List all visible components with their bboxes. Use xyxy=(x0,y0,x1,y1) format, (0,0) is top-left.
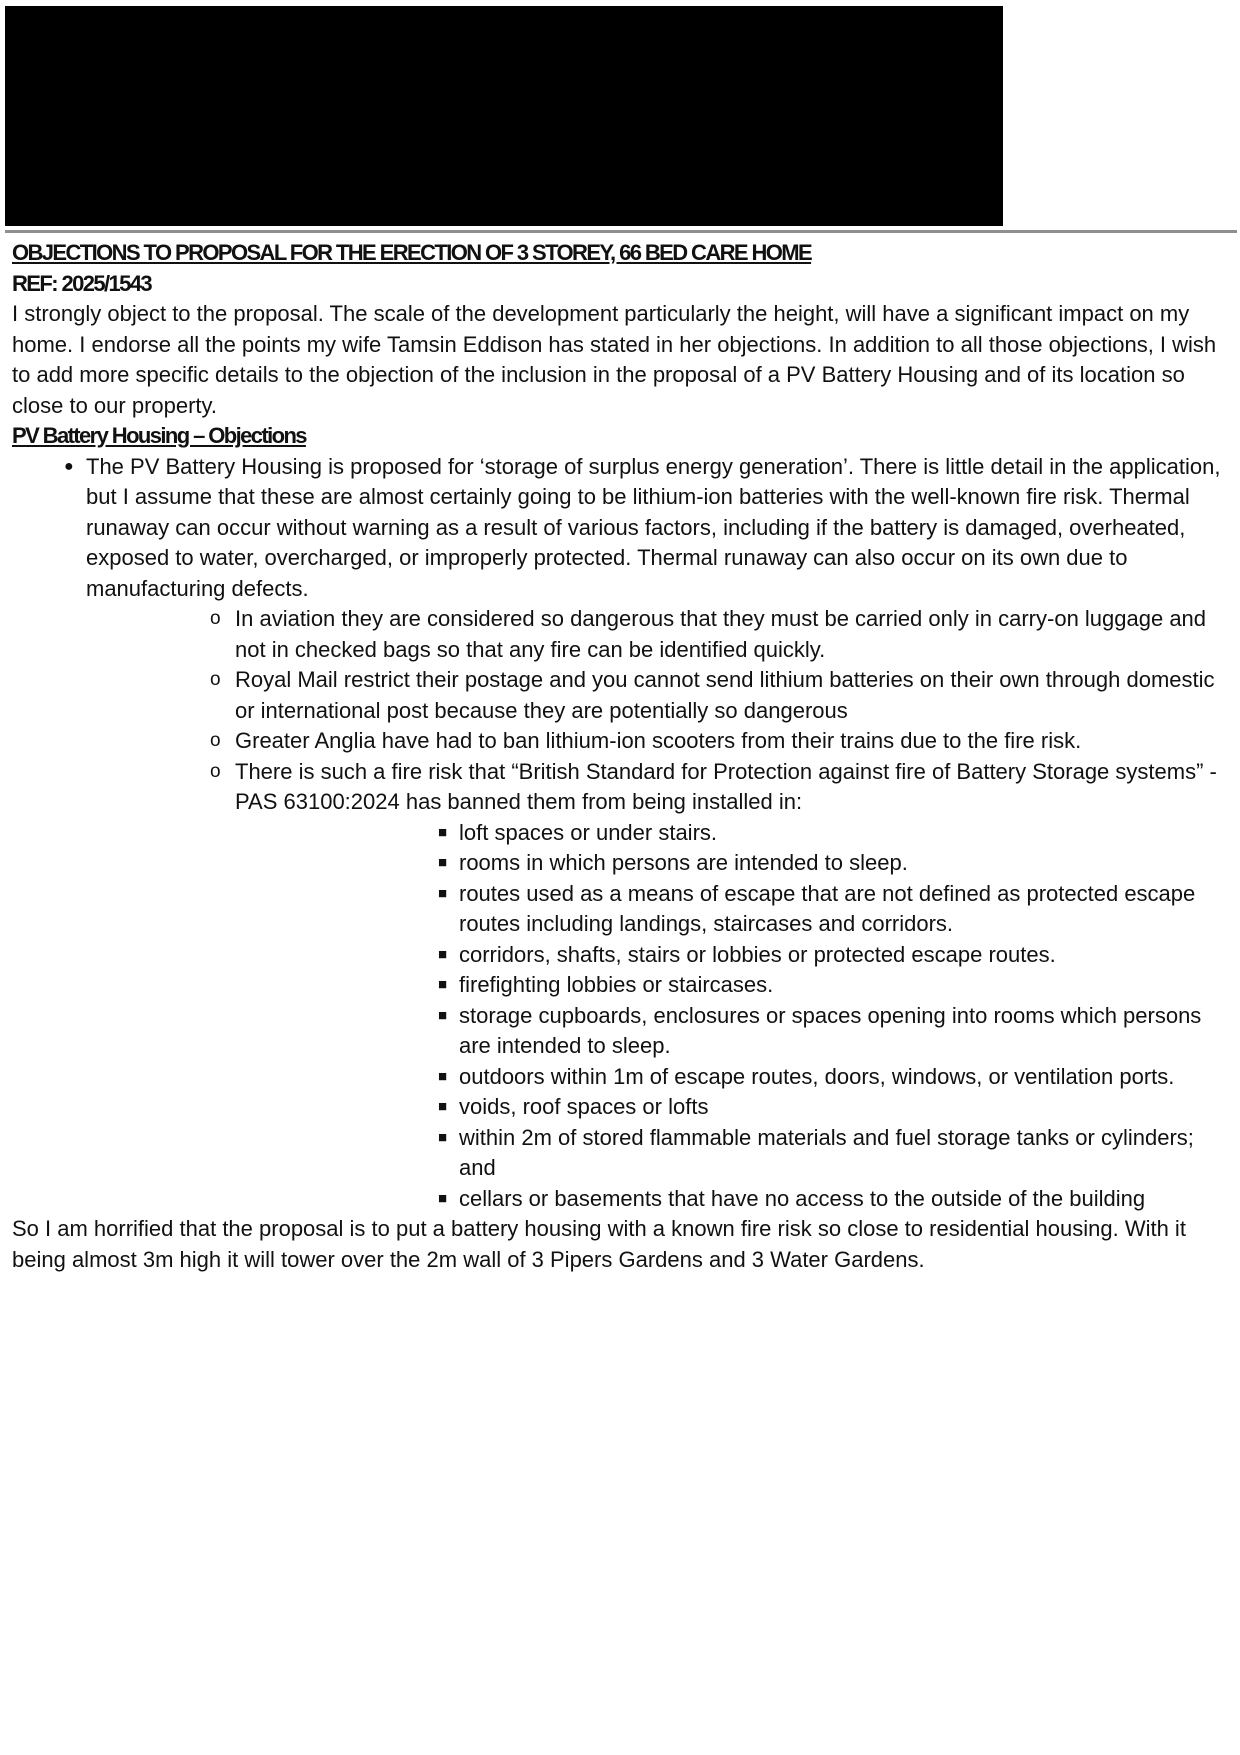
banned-location-text: cellars or basements that have no access to the outside of the building xyxy=(459,1185,1146,1211)
list-item xyxy=(235,1092,1234,1123)
banned-location-text: voids, roof spaces or lofts xyxy=(459,1094,709,1119)
list-item xyxy=(86,604,1234,665)
examples-list xyxy=(86,604,1234,1214)
list-item xyxy=(235,1184,1234,1215)
list-item xyxy=(12,452,1234,1215)
bullet-square-icon: ■ xyxy=(438,854,448,871)
intro-paragraph: I strongly object to the proposal. The scale of the development particularly the height, will have a significant impact on my home. I endorse all the points my wife Tamsin Eddison has stated in her objections. In addition to all those objections, I wish to add more specific details to the objection of the inclusion in the proposal of a PV Battery Housing and of its location so close to our property. xyxy=(12,301,1217,418)
banned-location-text: routes used as a means of escape that are not defined as protected escape routes including landings, staircases and corridors. xyxy=(459,880,1196,936)
objections-list xyxy=(12,452,1234,1215)
bullet-square-icon: ■ xyxy=(438,1006,448,1024)
bullet-square-icon: ■ xyxy=(438,1067,448,1085)
banned-location-text: firefighting lobbies or staircases. xyxy=(459,972,774,997)
banned-locations-list xyxy=(235,818,1234,1215)
section-heading: PV Battery Housing – Objections xyxy=(12,423,306,448)
bullet-circle-icon: o xyxy=(210,669,221,690)
sub-bullet-text: Greater Anglia have had to ban lithium-ion scooters from their trains due to the fire risk. xyxy=(235,728,1082,753)
list-item xyxy=(235,970,1234,1001)
conclusion-paragraph: So I am horrified that the proposal is to put a battery housing with a known fire risk so close to residential housing. With it being almost 3m high it will tower over the 2m wall of 3 Pipers Gardens and 3 Water Gardens. xyxy=(12,1216,1186,1272)
list-item xyxy=(235,848,1234,879)
redacted-header-block xyxy=(5,6,1003,226)
bullet-square-icon: ■ xyxy=(438,884,448,902)
list-item xyxy=(235,879,1234,940)
list-item xyxy=(86,757,1234,1215)
list-item xyxy=(235,1001,1234,1062)
banned-location-text: outdoors within 1m of escape routes, doors, windows, or ventilation ports. xyxy=(459,1063,1175,1089)
bullet-square-icon: ■ xyxy=(438,945,448,963)
banned-location-text: within 2m of stored flammable materials and fuel storage tanks or cylinders; and xyxy=(459,1124,1194,1180)
list-item xyxy=(235,818,1234,849)
list-item xyxy=(86,665,1234,726)
bullet-circle-icon: o xyxy=(210,760,221,782)
banned-location-text: corridors, shafts, stairs or lobbies or protected escape routes. xyxy=(459,941,1056,967)
list-item xyxy=(235,1062,1234,1093)
bullet-square-icon: ■ xyxy=(438,976,448,993)
bullet-square-icon: ■ xyxy=(438,823,448,841)
reference-number: REF: 2025/1543 xyxy=(12,270,152,296)
bullet-square-icon: ■ xyxy=(438,1128,448,1146)
bullet-square-icon: ■ xyxy=(438,1098,448,1115)
list-item xyxy=(86,726,1234,757)
sub-bullet-text: There is such a fire risk that “British Standard for Protection against fire of Battery Storage systems” - PAS 63100:2024 has banned them from being installed in: xyxy=(235,758,1217,814)
header-divider xyxy=(5,230,1237,233)
sub-bullet-text: In aviation they are considered so dangerous that they must be carried only in carry-on luggage and not in checked bags so that any fire can be identified quickly. xyxy=(235,606,1207,662)
banned-location-text: loft spaces or under stairs. xyxy=(459,819,718,845)
sub-bullet-text: Royal Mail restrict their postage and you cannot send lithium batteries on their own through domestic or international post because they are potentially so dangerous xyxy=(235,667,1215,723)
bullet-text: The PV Battery Housing is proposed for ‘storage of surplus energy generation’. There is little detail in the application, but I assume that these are almost certainly going to be lithium-ion batteries with the well-known fire risk. Thermal runaway can occur without warning as a result of various factors, including if the battery is damaged, overheated, exposed to water, overcharged, or improperly protected. Thermal runaway can also occur on its own due to manufacturing defects. xyxy=(86,453,1221,601)
banned-location-text: storage cupboards, enclosures or spaces opening into rooms which persons are intended to sleep. xyxy=(459,1002,1202,1058)
bullet-circle-icon: o xyxy=(210,730,221,751)
bullet-circle-icon: o xyxy=(210,608,221,629)
bullet-dot-icon: ● xyxy=(64,457,74,475)
list-item xyxy=(235,1123,1234,1184)
banned-location-text: rooms in which persons are intended to sleep. xyxy=(459,850,908,875)
document-body xyxy=(12,238,1234,1275)
document-title: OBJECTIONS TO PROPOSAL FOR THE ERECTION OF 3 STOREY, 66 BED CARE HOME xyxy=(12,240,812,265)
bullet-square-icon: ■ xyxy=(438,1189,448,1207)
list-item xyxy=(235,940,1234,971)
